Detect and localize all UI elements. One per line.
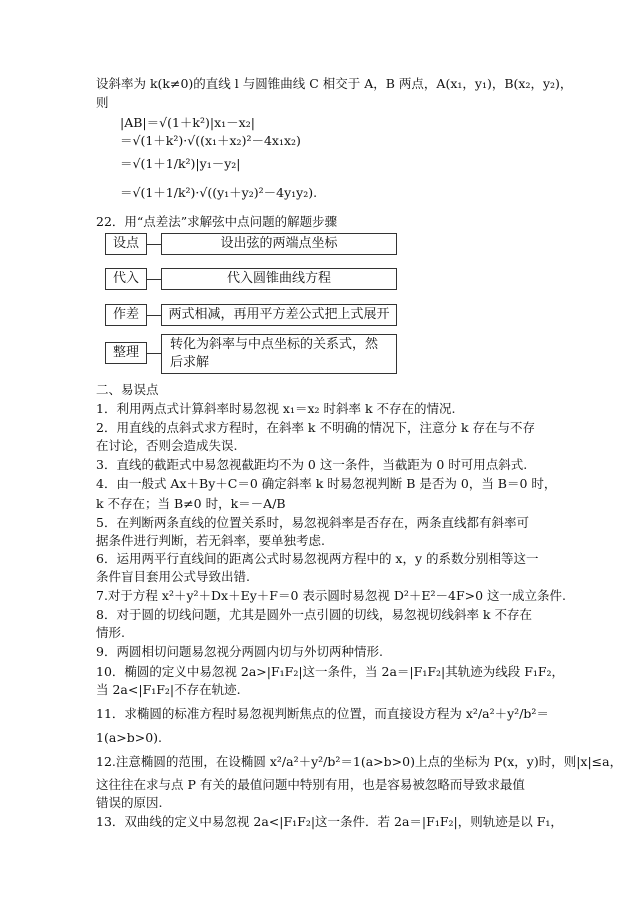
flow-step-2: 代入 (105, 268, 147, 290)
error-item: 条件盲目套用公式导致出错. (96, 569, 250, 584)
equation-3: ＝√(1＋1/k²)|y₁－y₂| (120, 156, 241, 171)
error-item: 8．对于圆的切线问题，尤其是圆外一点引圆的切线，易忽视切线斜率 k 不存在 (96, 607, 532, 622)
error-item: 据条件进行判断，若无斜率，要单独考虑. (96, 533, 325, 548)
error-item: 当 2a<|F₁F₂|不存在轨迹. (96, 682, 241, 697)
flow-step-4: 整理 (105, 342, 147, 364)
equation-4: ＝√(1＋1/k²)·√((y₁＋y₂)²－4y₁y₂). (120, 185, 318, 200)
error-item: 在讨论，否则会造成失误. (96, 438, 238, 453)
error-item: 这往往在求与点 P 有关的最值问题中特别有用，也是容易被忽略而导致求最值 (96, 777, 525, 792)
flow-connector (147, 353, 161, 354)
error-item: 情形. (96, 625, 125, 640)
error-item: 6．运用两平行直线间的距离公式时易忽视两方程中的 x，y 的系数分别相等这一 (96, 551, 539, 566)
error-item: 4．由一般式 Ax＋By＋C＝0 确定斜率 k 时易忽视判断 B 是否为 0，当 B＝0 时， (96, 476, 557, 491)
flow-step-1: 设点 (105, 233, 147, 255)
error-item: 2．用直线的点斜式求方程时，在斜率 k 不明确的情况下，注意分 k 存在与不存 (96, 420, 535, 435)
flow-desc-3: 两式相减，再用平方差公式把上式展开 (161, 304, 397, 326)
error-item: 10．椭圆的定义中易忽视 2a>|F₁F₂|这一条件，当 2a＝|F₁F₂|其轨迹为线段 F₁F₂， (96, 664, 565, 679)
error-item: 9．两圆相切问题易忽视分两圆内切与外切两种情形. (96, 644, 383, 659)
error-item: 1．利用两点式计算斜率时易忽视 x₁＝x₂ 时斜率 k 不存在的情况. (96, 401, 456, 416)
section-22-heading: 22．用“点差法”求解弦中点问题的解题步骤 (96, 214, 338, 229)
equation-1: |AB|＝√(1＋k²)|x₁－x₂| (120, 115, 255, 130)
error-item: 12.注意椭圆的范围，在设椭圆 x²/a²＋y²/b²＝1(a>b>0)上点的坐标为 P(x，y)时，则|x|≤a， (96, 754, 623, 769)
error-item: 1(a>b>0). (96, 730, 163, 745)
flow-connector (147, 279, 161, 280)
error-item: 13．双曲线的定义中易忽视 2a<|F₁F₂|这一条件．若 2a＝|F₁F₂|，则轨迹是以 F₁， (96, 814, 563, 829)
flow-connector (147, 244, 161, 245)
error-item: k 不存在；当 B≠0 时，k＝－A/B (96, 496, 286, 511)
flow-desc-4: 转化为斜率与中点坐标的关系式，然后求解 (161, 334, 397, 374)
error-item: 11．求椭圆的标准方程时易忽视判断焦点的位置，而直接设方程为 x²/a²＋y²/b²＝ (96, 706, 549, 721)
error-item: 3．直线的截距式中易忽视截距均不为 0 这一条件，当截距为 0 时可用点斜式. (96, 457, 528, 472)
error-item: 错误的原因. (96, 795, 163, 810)
flow-desc-2: 代入圆锥曲线方程 (161, 268, 397, 290)
flow-connector (147, 315, 161, 316)
intro-line-2: 则 (96, 95, 109, 110)
equation-2: ＝√(1＋k²)·√((x₁＋x₂)²－4x₁x₂) (120, 133, 301, 148)
error-item: 7.对于方程 x²＋y²＋Dx＋Ey＋F＝0 表示圆时易忽视 D²＋E²－4F>0 这一成立条件. (96, 588, 567, 603)
flow-desc-1: 设出弦的两端点坐标 (161, 233, 397, 255)
error-item: 5．在判断两条直线的位置关系时，易忽视斜率是否存在，两条直线都有斜率可 (96, 515, 529, 530)
flow-step-3: 作差 (105, 304, 147, 326)
intro-line-1: 设斜率为 k(k≠0)的直线 l 与圆锥曲线 C 相交于 A，B 两点，A(x₁，y₁)，B(x₂，y₂)， (96, 76, 573, 91)
section-errors-heading: 二、易误点 (96, 382, 159, 397)
